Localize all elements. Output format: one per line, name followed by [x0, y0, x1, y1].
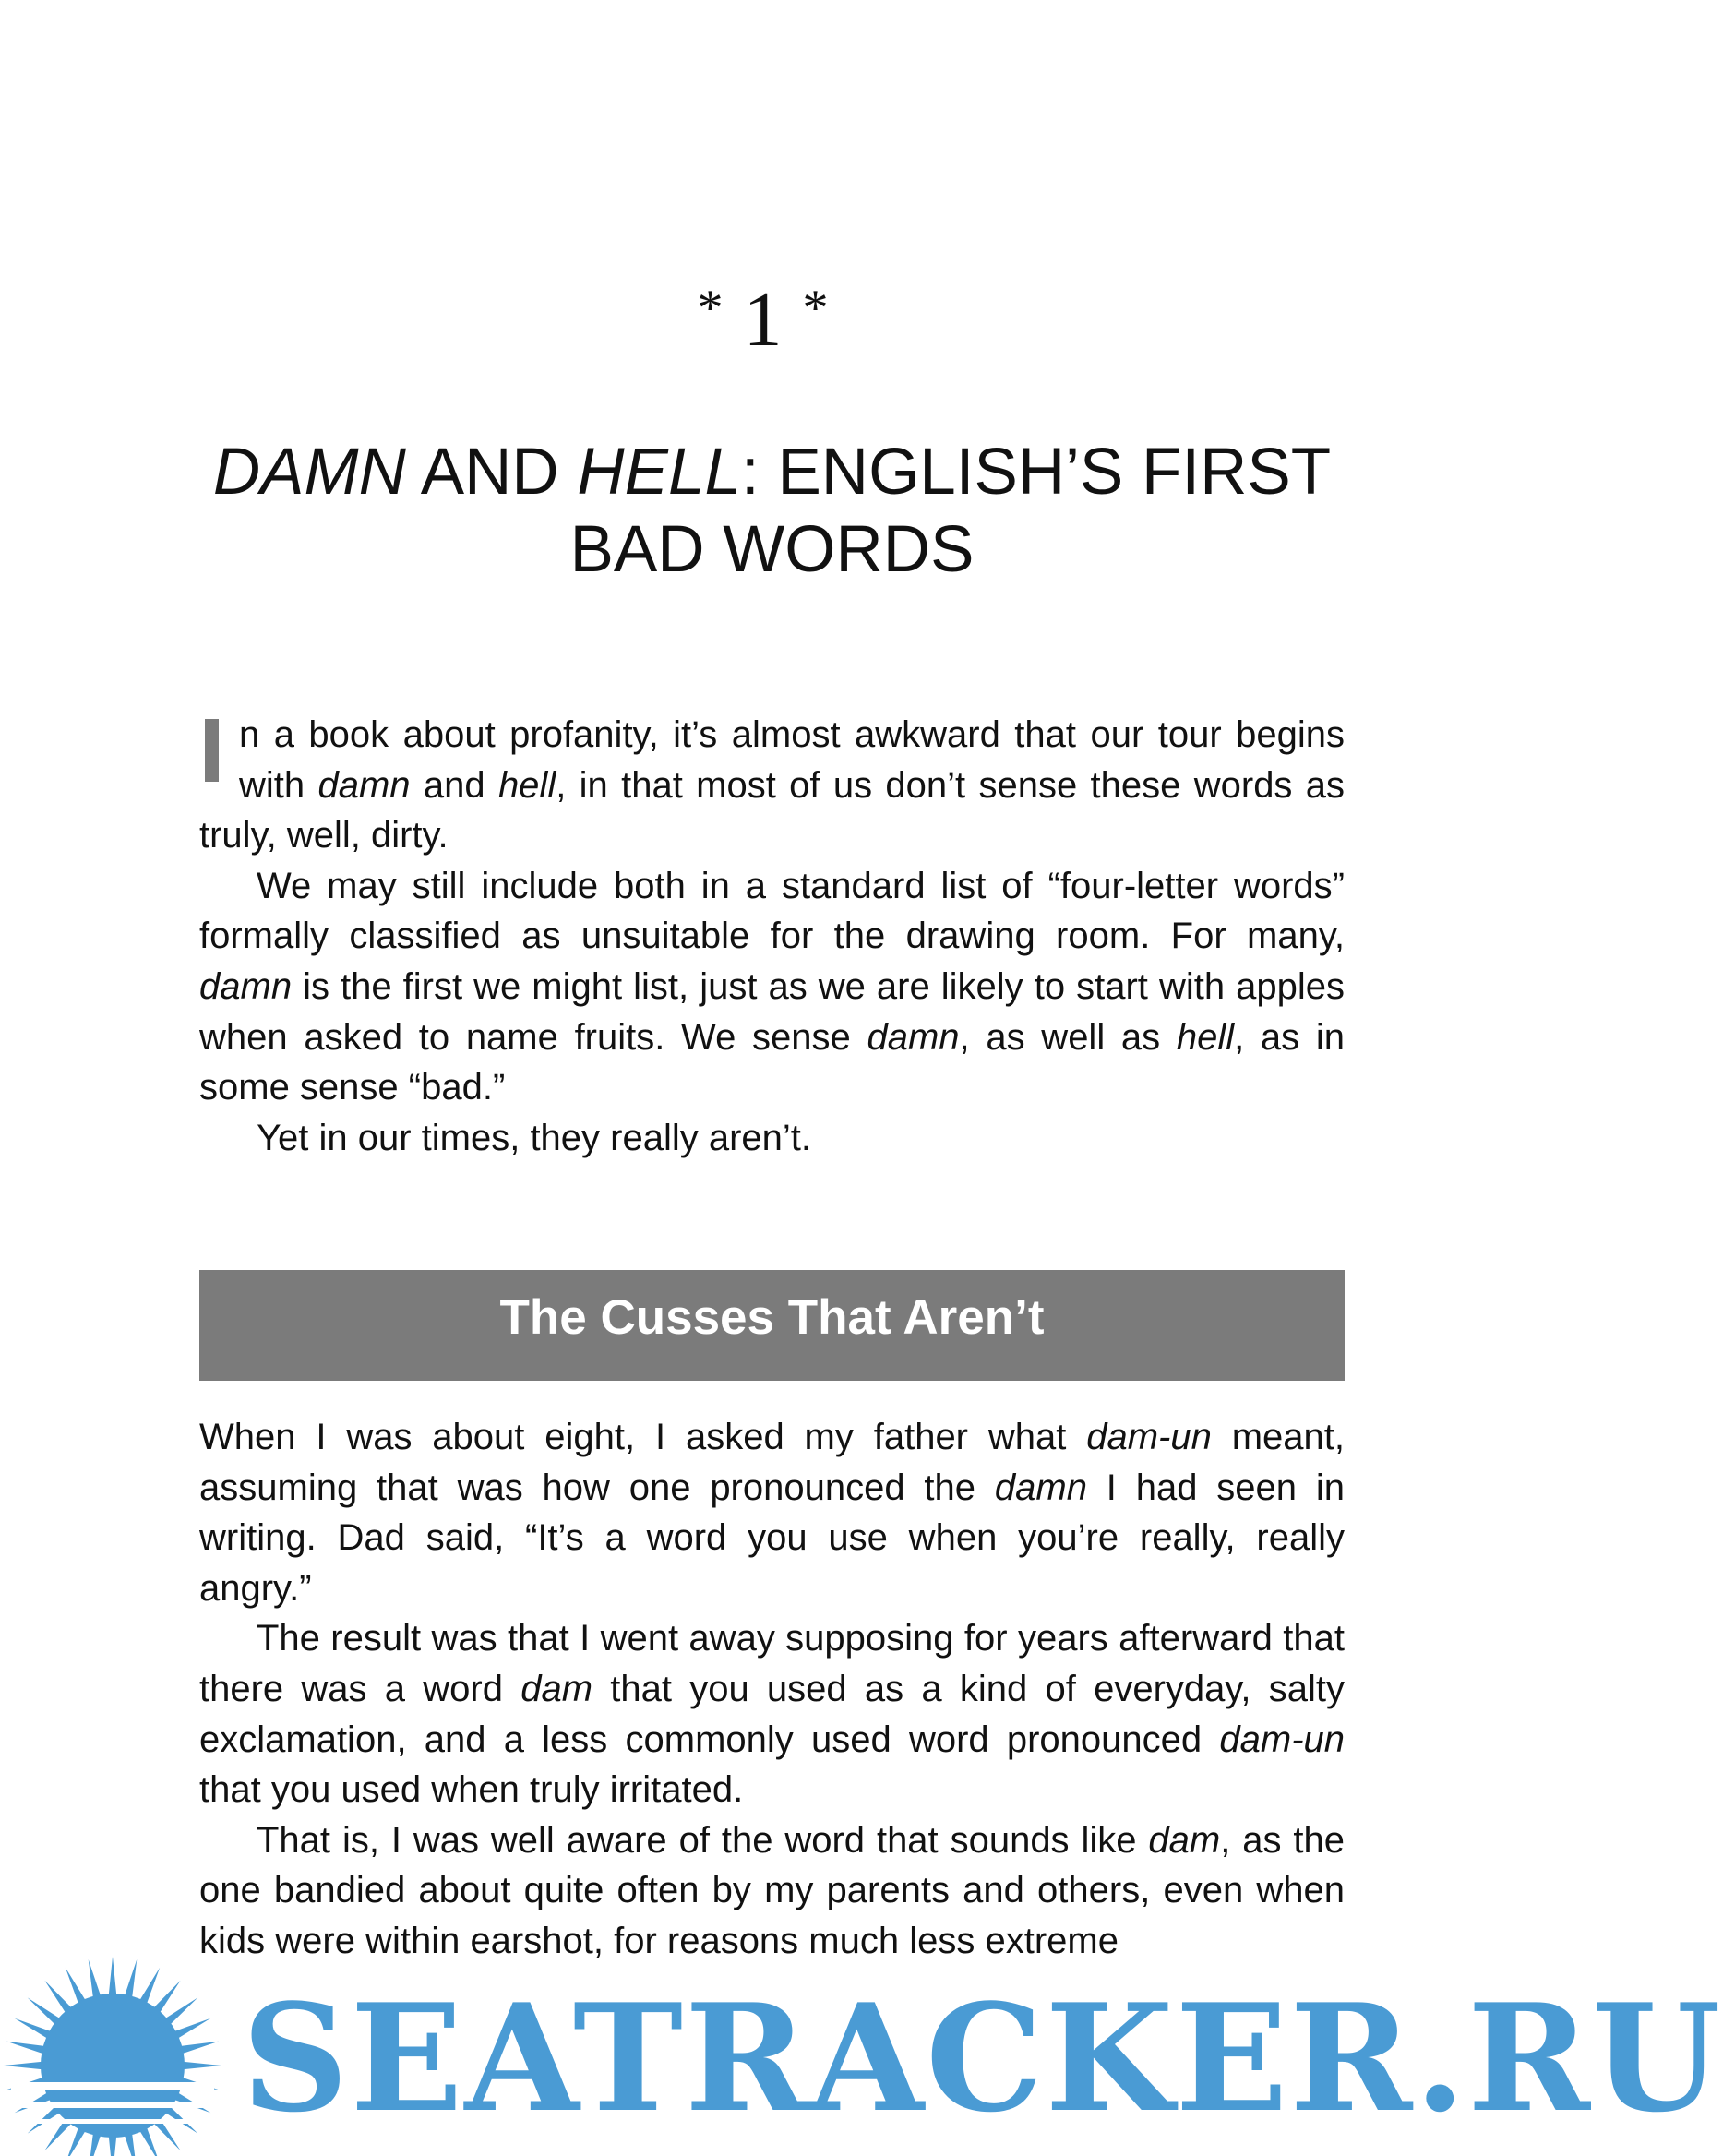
section-heading: The Cusses That Aren’t — [199, 1270, 1345, 1381]
italic-run: damn — [867, 1016, 960, 1058]
chapter-title-line1 — [129, 434, 1415, 511]
text-run: The result was that I went away supposing for years afterward that there was a word — [199, 1618, 1345, 1709]
section-paragraph-1 — [199, 1412, 1345, 1613]
sun-burst-icon — [4, 1957, 221, 2156]
italic-run: hell — [1176, 1016, 1235, 1058]
text-run: I had seen in writing. Dad said, “It’s a word you use when you’re really, really angry.” — [199, 1467, 1345, 1609]
italic-run: damn — [317, 764, 411, 806]
italic-run: dam-un — [1219, 1719, 1345, 1760]
text-run: , as in some sense “bad.” — [199, 1016, 1346, 1108]
chapter-star-right: * — [802, 280, 829, 337]
chapter-number-value: 1 — [743, 277, 783, 363]
chapter-title-line2: BAD WORDS — [569, 513, 975, 586]
text-run: When I was about eight, I asked my father what — [199, 1417, 1087, 1457]
chapter-number — [0, 277, 1526, 363]
text-run: , as well as — [959, 1016, 1177, 1058]
text-run: that you used as a kind of everyday, salty exclamation, and a less commonly used word pronounced — [199, 1668, 1346, 1760]
italic-run: dam — [1148, 1819, 1221, 1861]
text-run: , as the one bandied about quite often by my parents and others, even when kids were within earshot, for reasons much less extreme — [199, 1819, 1345, 1961]
italic-run: damn — [994, 1467, 1087, 1508]
text-run: and — [410, 764, 498, 806]
intro-text — [199, 710, 1345, 1163]
drop-cap-i — [205, 719, 219, 782]
watermark-text: SEATRACKER.RU — [242, 1971, 1723, 2145]
text-run: n a book about profanity, it’s almost awkward that our tour begins with — [239, 714, 1345, 806]
italic-run: hell — [497, 764, 556, 806]
italic-run: dam-un — [1086, 1417, 1212, 1457]
title-rest: : ENGLISH’S FIRST — [741, 436, 1332, 509]
section-paragraph-2 — [199, 1613, 1345, 1815]
section-paragraph-3 — [199, 1815, 1345, 1967]
chapter-title — [129, 434, 1415, 589]
title-italic-damn: DAMN — [212, 436, 406, 509]
text-run: We may still include both in a standard list of “four-letter words” formally classified as unsuitable for the drawing room. For many, — [199, 865, 1345, 957]
title-italic-hell: HELL — [577, 436, 741, 509]
italic-run: damn — [199, 965, 293, 1007]
title-and: AND — [405, 436, 578, 509]
intro-paragraph-2 — [199, 861, 1345, 1113]
text-run: meant, assuming that was how one pronounced the — [199, 1417, 1345, 1508]
section-text — [199, 1412, 1345, 1967]
intro-paragraph-1 — [199, 710, 1345, 861]
text-run: that you used when truly irritated. — [199, 1769, 744, 1811]
text-run: That is, I was well aware of the word that sounds like — [257, 1819, 1149, 1861]
text-run: , in that most of us don’t sense these words as truly, well, dirty. — [199, 764, 1346, 856]
intro-paragraph-3: Yet in our times, they really aren’t. — [257, 1117, 812, 1158]
italic-run: dam — [520, 1668, 593, 1709]
text-run: is the first we might list, just as we are likely to start with apples when asked to name fruits. We sense — [199, 965, 1345, 1058]
chapter-star-left: * — [697, 280, 724, 337]
